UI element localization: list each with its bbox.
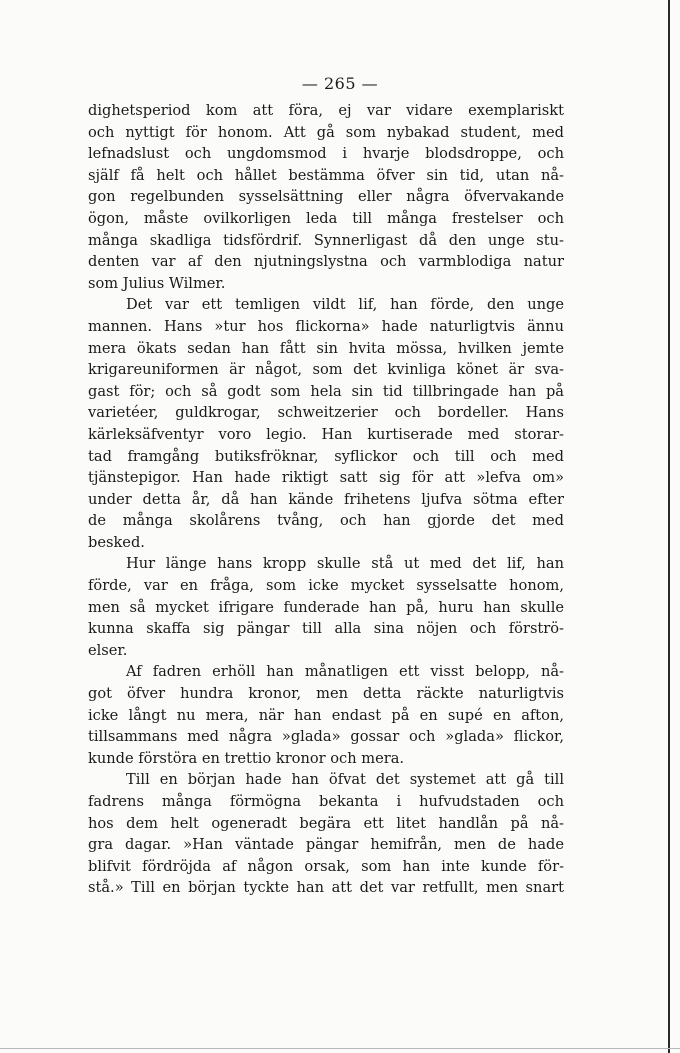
text-line: dighetsperiod kom att föra, ej var vidare exemplariskt (88, 102, 564, 119)
text-line: lefnadslust och ungdomsmod i hvarje blodsdroppe, och (88, 145, 564, 163)
text-line: gon regelbunden sysselsättning eller några öfvervakande (88, 188, 564, 206)
text-line: icke långt nu mera, när han endast på en supé en afton, (88, 706, 564, 724)
text-line: kunna skaffa sig pängar till alla sina nöjen och förströ- (88, 620, 564, 638)
text-line: men så mycket ifrigare funderade han på, huru han skulle (88, 598, 564, 616)
page-bottom-edge (0, 1048, 680, 1049)
text-line: Hur länge hans kropp skulle stå ut med det lif, han (126, 555, 564, 573)
text-line: hos dem helt ogeneradt begära ett litet handlån på nå- (88, 814, 564, 832)
text-line: förde, var en fråga, som icke mycket sysselsatte honom, (88, 577, 564, 595)
body-text (88, 100, 564, 899)
text-line: Af fadren erhöll han månatligen ett visst belopp, nå- (126, 663, 564, 681)
text-line: varietéer, guldkrogar, schweitzerier och bordeller. Hans (88, 404, 564, 422)
text-line: själf få helt och hållet bestämma öfver sin tid, utan nå- (88, 166, 564, 184)
text-line: denten var af den njutningslystna och varmblodiga natur (88, 253, 564, 271)
text-line: tad framgång butiksfröknar, syflickor och till och med (88, 447, 564, 465)
text-line: stå.» Till en början tyckte han att det var retfullt, men snart (88, 879, 564, 897)
text-line: kunde förstöra en trettio kronor och mera. (88, 749, 405, 767)
text-line: tillsammans med några »glada» gossar och »glada» flickor, (88, 728, 564, 746)
text-line: gast för; och så godt som hela sin tid tillbringade han på (88, 382, 564, 400)
text-line: ögon, måste ovilkorligen leda till många frestelser och (88, 209, 564, 227)
text-line: de många skolårens tvång, och han gjorde det med (88, 512, 564, 530)
text-line: Till en början hade han öfvat det systemet att gå till (126, 771, 564, 789)
text-line: som Julius Wilmer. (88, 274, 226, 292)
text-line: och nyttigt för honom. Att gå som nybakad student, med (88, 123, 564, 141)
text-line: under detta år, då han kände frihetens ljufva sötma efter (88, 490, 564, 508)
page-number: — 265 — (301, 74, 379, 93)
text-line: kärleksäfventyr voro legio. Han kurtiserade med storar- (88, 425, 564, 443)
text-line: tjänstepigor. Han hade riktigt satt sig för att »lefva om» (88, 469, 564, 487)
text-line: gra dagar. »Han väntade pängar hemifrån, men de hade (88, 836, 564, 854)
text-line: elser. (88, 641, 128, 659)
text-line: mera ökats sedan han fått sin hvita mössa, hvilken jemte (88, 339, 564, 357)
text-line: krigareuniformen är något, som det kvinliga könet är sva- (88, 361, 564, 379)
text-line: got öfver hundra kronor, men detta räckte naturligtvis (88, 685, 564, 703)
text-line: blifvit fördröjda af någon orsak, som han inte kunde för- (88, 857, 564, 875)
page-edge-shadow (668, 0, 670, 1053)
text-line: fadrens många förmögna bekanta i hufvudstaden och (88, 793, 564, 810)
text-line: Det var ett temligen vildt lif, han förde, den unge (126, 296, 564, 314)
text-line: många skadliga tidsfördrif. Synnerligast då den unge stu- (88, 231, 564, 249)
text-line: mannen. Hans »tur hos flickorna» hade naturligtvis ännu (88, 317, 564, 335)
text-line: besked. (88, 533, 145, 551)
